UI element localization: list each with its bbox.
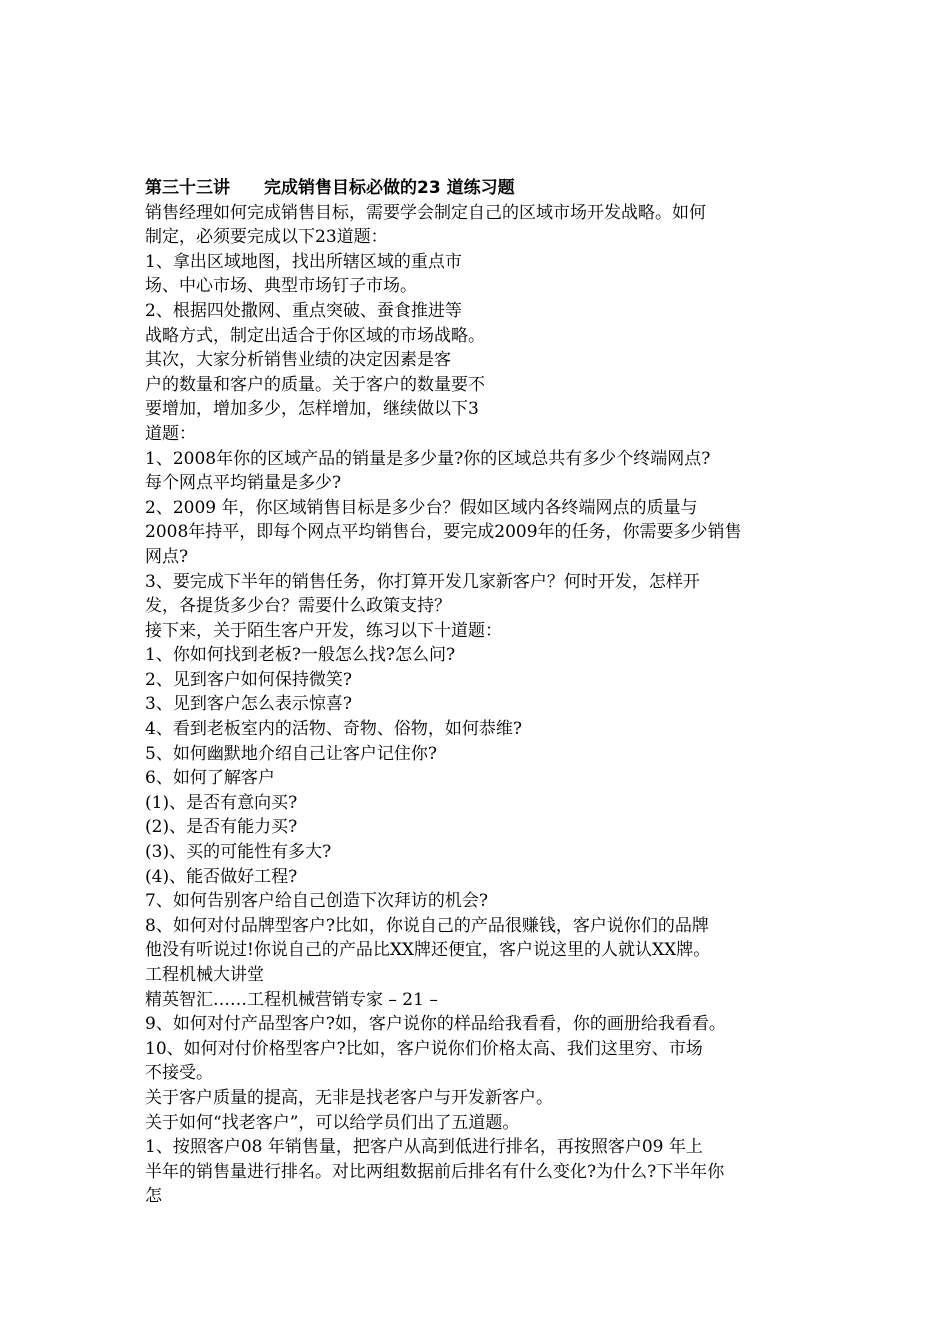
text-line: 7、如何告别客户给自己创造下次拜访的机会? [145, 891, 488, 912]
text-line: 其次，大家分析销售业绩的决定因素是客 [145, 350, 451, 371]
text-line: (2)、是否有能力买? [145, 817, 298, 838]
text-line: 发，各提货多少台？需要什么政策支持？ [145, 596, 451, 617]
text-line: 3、见到客户怎么表示惊喜? [145, 694, 352, 715]
text-line: 2008年持平，即每个网点平均销售台，要完成2009年的任务，你需要多少销售 [145, 522, 742, 543]
text-line: (1)、是否有意向买? [145, 792, 298, 813]
text-line: 制定，必须要完成以下23道题： [145, 227, 388, 248]
text-line: 户的数量和客户的质量。关于客户的数量要不 [145, 374, 485, 395]
text-line: 2、见到客户如何保持微笑? [145, 669, 352, 690]
text-line: 怎 [145, 1186, 162, 1207]
text-line: 不接受。 [145, 1063, 213, 1084]
text-line: 1、按照客户08 年销售量，把客户从高到低进行排名，再按照客户09 年上 [145, 1137, 703, 1158]
text-line: 9、如何对付产品型客户?如，客户说你的样品给我看看，你的画册给我看看。 [145, 1014, 726, 1035]
document-body [145, 201, 825, 1209]
text-line: 工程机械大讲堂 [145, 965, 264, 985]
text-line: 道题： [145, 423, 196, 444]
text-line: 关于客户质量的提高，无非是找老客户与开发新客户。 [145, 1087, 553, 1108]
text-line: 2、根据四处撒网、重点突破、蚕食推进等 [145, 300, 462, 321]
text-line: 8、如何对付品牌型客户?比如，你说自己的产品很赚钱，客户说你们的品牌 [145, 915, 709, 936]
text-line: 接下来，关于陌生客户开发，练习以下十道题： [145, 620, 502, 641]
text-line: 10、如何对付价格型客户?比如，客户说你们价格太高、我们这里穷、市场 [145, 1038, 703, 1059]
text-line: 1、拿出区域地图，找出所辖区域的重点市 [145, 251, 462, 272]
text-line: (4)、能否做好工程? [145, 866, 298, 887]
text-line: 战略方式，制定出适合于你区域的市场战略。 [145, 325, 485, 346]
text-line: 6、如何了解客户 [145, 768, 275, 789]
text-line: 1、2008年你的区域产品的销量是多少量?你的区域总共有多少个终端网点? [145, 448, 711, 469]
text-line: 销售经理如何完成销售目标，需要学会制定自己的区域市场开发战略。如何 [145, 202, 706, 223]
text-line: 2、2009 年，你区域销售目标是多少台？假如区域内各终端网点的质量与 [145, 497, 698, 518]
text-line: (3)、买的可能性有多大? [145, 842, 332, 863]
text-line: 他没有听说过!你说自己的产品比XX牌还便宜，客户说这里的人就认XX牌。 [145, 940, 711, 961]
document-title: 第三十三讲 完成销售目标必做的23 道练习题 [145, 178, 515, 198]
text-line: 精英智汇……工程机械营销专家 – 21 – [145, 989, 438, 1010]
document-page [145, 176, 825, 1209]
text-line: 关于如何“找老客户”，可以给学员们出了五道题。 [145, 1112, 520, 1133]
text-line: 1、你如何找到老板?一般怎么找?怎么问? [145, 645, 456, 666]
text-line: 4、看到老板室内的活物、奇物、俗物，如何恭维? [145, 719, 522, 740]
text-line: 要增加，增加多少，怎样增加，继续做以下3 [145, 399, 479, 420]
text-line: 场、中心市场、典型市场钉子市场。 [145, 276, 417, 297]
text-line: 3、要完成下半年的销售任务，你打算开发几家新客户？何时开发，怎样开 [145, 571, 700, 592]
text-line: 网点? [145, 546, 189, 567]
text-line: 5、如何幽默地介绍自己让客户记住你? [145, 743, 437, 764]
text-line: 半年的销售量进行排名。对比两组数据前后排名有什么变化?为什么?下半年你 [145, 1161, 725, 1182]
text-line: 每个网点平均销量是多少? [145, 473, 342, 494]
